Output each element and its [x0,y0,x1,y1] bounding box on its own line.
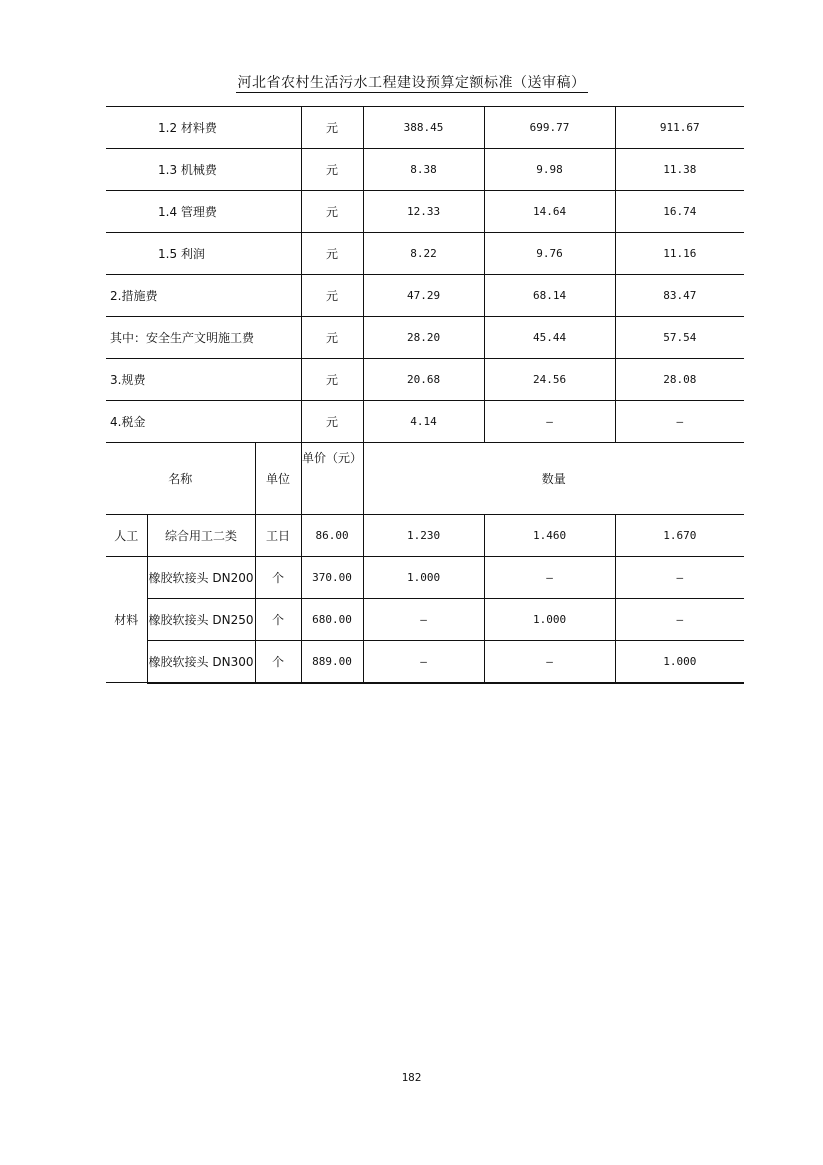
header-price: 单价（元） [301,443,363,515]
header-quantity: 数量 [363,443,744,515]
page-number: 182 [401,1071,422,1084]
cost-row [106,149,744,191]
cost-row [106,275,744,317]
resource-quantity: – [363,641,484,683]
cost-value: 68.14 [484,275,615,317]
cost-value: 8.22 [363,233,484,275]
material-row [106,599,744,641]
cost-unit: 元 [301,317,363,359]
header-unit: 单位 [255,443,301,515]
cost-unit: 元 [301,107,363,149]
cost-row [106,107,744,149]
resource-price: 889.00 [301,641,363,683]
cost-row [106,233,744,275]
cost-unit: 元 [301,149,363,191]
resource-name: 橡胶软接头 DN200 [147,557,255,599]
cost-value: 9.98 [484,149,615,191]
labor-row [106,515,744,557]
resource-quantity: 1.670 [615,515,744,557]
cost-label: 其中：安全生产文明施工费 [106,317,301,359]
cost-row [106,191,744,233]
resource-quantity: 1.000 [615,641,744,683]
cost-value: 47.29 [363,275,484,317]
cost-value: 14.64 [484,191,615,233]
resource-quantity: – [615,557,744,599]
resource-header-row [106,443,744,515]
category-labor: 人工 [106,515,147,557]
cost-value: 16.74 [615,191,744,233]
cost-label: 1.2 材料费 [106,107,301,149]
resource-unit: 工日 [255,515,301,557]
cost-label: 1.5 利润 [106,233,301,275]
cost-value: 11.38 [615,149,744,191]
cost-value: 388.45 [363,107,484,149]
header-name: 名称 [106,443,255,515]
document-title: 河北省农村生活污水工程建设预算定额标准（送审稿） [237,75,586,91]
resource-price: 370.00 [301,557,363,599]
resource-unit: 个 [255,557,301,599]
cost-unit: 元 [301,359,363,401]
resource-quantity: 1.000 [363,557,484,599]
cost-unit: 元 [301,401,363,443]
quota-table [106,106,744,684]
cost-label: 1.4 管理费 [106,191,301,233]
material-row [106,557,744,599]
cost-value: – [615,401,744,443]
cost-value: 20.68 [363,359,484,401]
cost-label: 2.措施费 [106,275,301,317]
resource-name: 综合用工二类 [147,515,255,557]
cost-row [106,401,744,443]
cost-unit: 元 [301,233,363,275]
cost-unit: 元 [301,275,363,317]
resource-quantity: – [615,599,744,641]
cost-value: 12.33 [363,191,484,233]
cost-row [106,317,744,359]
resource-quantity: 1.000 [484,599,615,641]
cost-value: 699.77 [484,107,615,149]
cost-value: 4.14 [363,401,484,443]
cost-unit: 元 [301,191,363,233]
cost-value: 83.47 [615,275,744,317]
resource-name: 橡胶软接头 DN300 [147,641,255,683]
cost-value: 28.08 [615,359,744,401]
resource-unit: 个 [255,641,301,683]
cost-value: 8.38 [363,149,484,191]
cost-label: 1.3 机械费 [106,149,301,191]
resource-name: 橡胶软接头 DN250 [147,599,255,641]
cost-label: 3.规费 [106,359,301,401]
resource-quantity: – [484,641,615,683]
material-row [106,641,744,683]
cost-value: – [484,401,615,443]
page-header [0,72,823,92]
cost-value: 911.67 [615,107,744,149]
cost-value: 24.56 [484,359,615,401]
resource-quantity: – [484,557,615,599]
cost-value: 45.44 [484,317,615,359]
resource-quantity: 1.230 [363,515,484,557]
cost-value: 11.16 [615,233,744,275]
cost-value: 28.20 [363,317,484,359]
category-materials: 材料 [106,557,147,683]
cost-value: 9.76 [484,233,615,275]
resource-unit: 个 [255,599,301,641]
cost-label: 4.税金 [106,401,301,443]
resource-quantity: – [363,599,484,641]
resource-price: 680.00 [301,599,363,641]
cost-value: 57.54 [615,317,744,359]
resource-price: 86.00 [301,515,363,557]
cost-row [106,359,744,401]
resource-quantity: 1.460 [484,515,615,557]
